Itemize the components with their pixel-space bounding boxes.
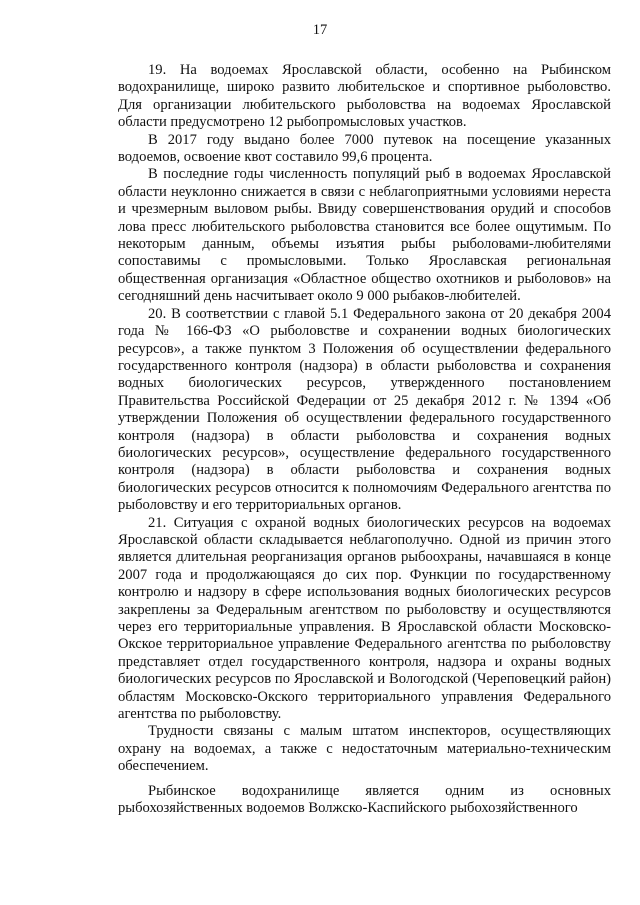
page-number: 17 [312, 22, 328, 38]
paragraph-19: 19. На водоемах Ярославской области, особенно на Рыбинском водохранилище, широко развито любительское и спортивное рыболовство. Для организации любительского рыболовства на водоемах Ярославской области предусмотрено 12 рыбопромысловых участков. [118, 62, 611, 131]
paragraph-fish-population: В последние годы численность популяций рыб в водоемах Ярославской области неуклонно снижается в связи с неблагоприятными условиями нереста и чрезмерным выловом рыбы. Ввиду совершенствования орудий и способов лова пресс любительского рыболовства становится все более ощутимым. По некоторым данным, объемы изъятия рыбы рыболовами-любителями сопоставимы с промысловыми. Только Ярославская региональная общественная организация «Областное общество охотников и рыболовов» на сегодняшний день насчитывает около 9 000 рыбаков-любителей. [118, 166, 611, 305]
paragraph-20: 20. В соответствии с главой 5.1 Федерального закона от 20 декабря 2004 года № 166-ФЗ «О рыболовстве и сохранении водных биологических ресурсов», а также пунктом 3 Положения об осуществлении федерального государственного контроля (надзора) в области рыболовства и сохранения водных биологических ресурсов, утвержденного постановлением Правительства Российской Федерации от 25 декабря 2012 г. № 1394 «Об утверждении Положения об осуществлении федерального государственного контроля (надзора) в области рыболовства и сохранения водных биологических ресурсов», осуществление федерального государственного контроля (надзора) в области рыболовства и сохранения водных биологических ресурсов относится к полномочиям Федерального агентства по рыболовству и его территориальных органов. [118, 305, 611, 514]
paragraph-rybinsk-reservoir: Рыбинское водохранилище является одним из основных рыбохозяйственных водоемов Волжско-Каспийского рыбохозяйственного [118, 782, 611, 817]
document-body [118, 62, 611, 817]
paragraph-difficulties: Трудности связаны с малым штатом инспекторов, осуществляющих охрану на водоемах, а также с недостаточным материально-техническим обеспечением. [118, 723, 611, 775]
paragraph-21: 21. Ситуация с охраной водных биологических ресурсов на водоемах Ярославской области складывается неблагополучно. Одной из причин этого является длительная реорганизация органов рыбоохраны, начавшаяся в конце 2007 года и продолжающаяся до сих пор. Функции по государственному контролю и надзору в сфере использования водных биологических ресурсов закреплены за Федеральным агентством по рыболовству и осуществляются через его территориальные управления. В Ярославской области Московско-Окское территориальное управление Федерального агентства по рыболовству представляет отдел государственного контроля, надзора и охраны водных биологических ресурсов по Ярославской и Вологодской (Череповецкий район) областям Московско-Окского территориального управления Федерального агентства по рыболовству. [118, 514, 611, 723]
paragraph-vouchers-2017: В 2017 году выдано более 7000 путевок на посещение указанных водоемов, освоение квот составило 99,6 процента. [118, 131, 611, 166]
